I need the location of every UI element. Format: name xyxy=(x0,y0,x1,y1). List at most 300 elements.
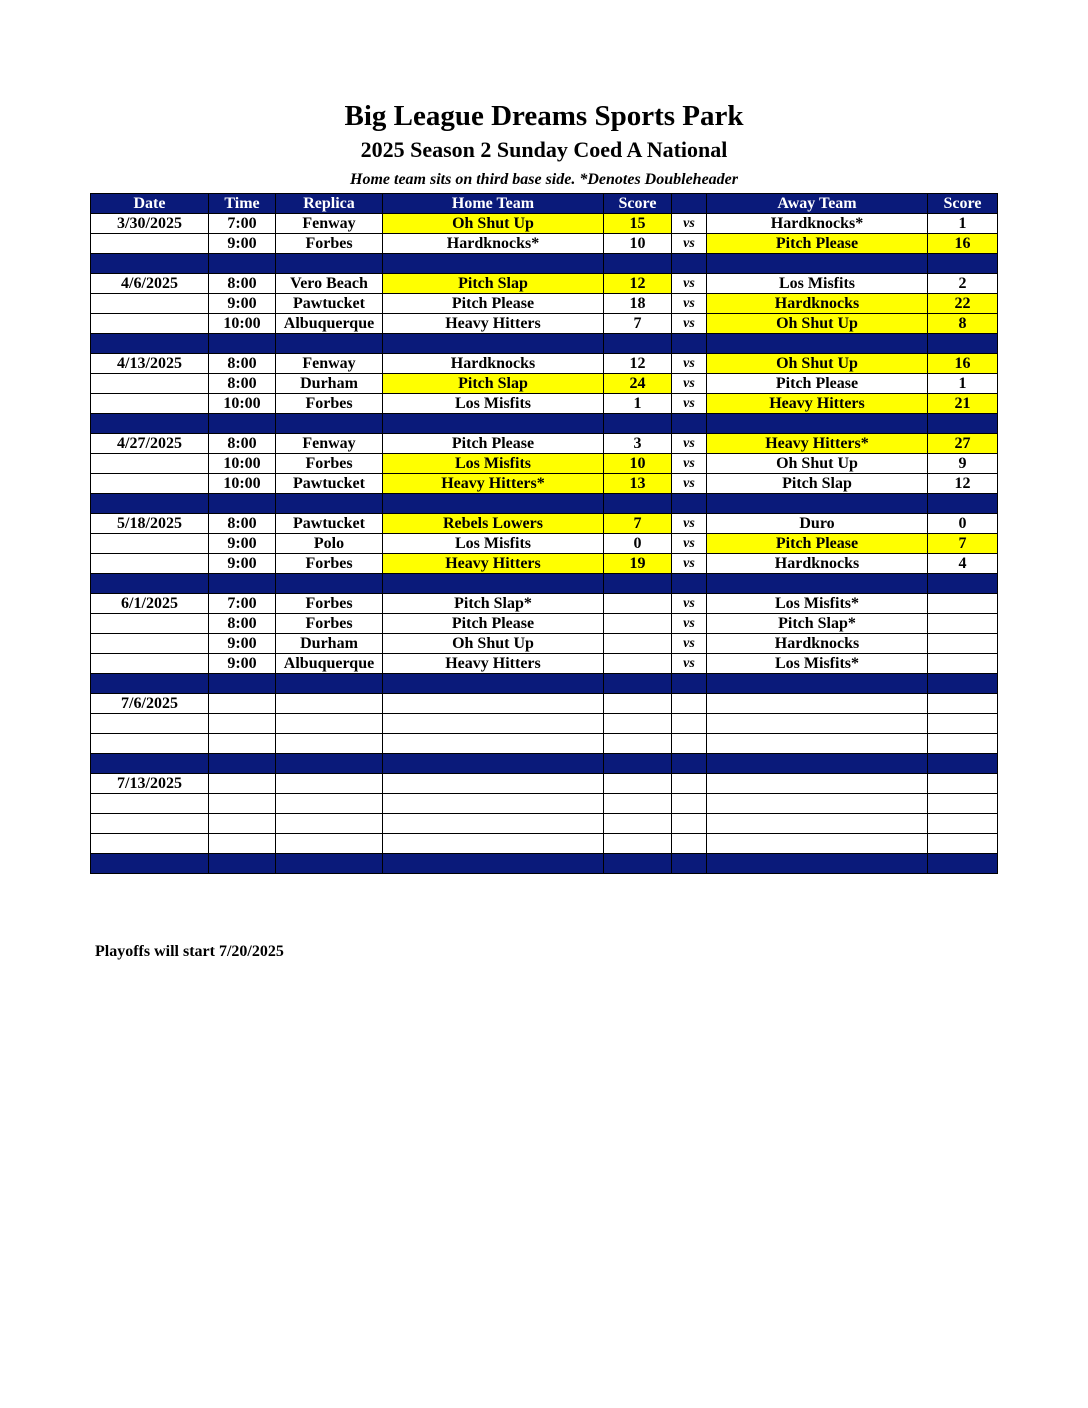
col-header-home-team: Home Team xyxy=(383,194,604,214)
home-team-cell: Oh Shut Up xyxy=(383,634,604,654)
home-score-cell: 10 xyxy=(604,454,672,474)
date-cell xyxy=(91,734,209,754)
game-row xyxy=(91,834,998,854)
separator-cell xyxy=(91,854,209,874)
replica-cell: Albuquerque xyxy=(276,314,383,334)
away-score-cell: 2 xyxy=(928,274,998,294)
away-team-cell xyxy=(707,734,928,754)
replica-cell: Albuquerque xyxy=(276,654,383,674)
time-cell: 8:00 xyxy=(209,434,276,454)
home-score-cell xyxy=(604,694,672,714)
away-team-cell xyxy=(707,694,928,714)
home-score-cell xyxy=(604,794,672,814)
time-cell xyxy=(209,774,276,794)
separator-cell xyxy=(383,254,604,274)
away-score-cell: 21 xyxy=(928,394,998,414)
replica-cell: Pawtucket xyxy=(276,294,383,314)
separator-cell xyxy=(276,754,383,774)
date-cell xyxy=(91,294,209,314)
separator-cell xyxy=(276,254,383,274)
home-team-cell xyxy=(383,814,604,834)
home-score-cell: 12 xyxy=(604,274,672,294)
separator-cell xyxy=(276,574,383,594)
home-team-cell xyxy=(383,694,604,714)
separator-cell xyxy=(209,254,276,274)
vs-cell: vs xyxy=(672,634,707,654)
separator-cell xyxy=(672,494,707,514)
away-score-cell xyxy=(928,594,998,614)
separator-cell xyxy=(672,754,707,774)
game-row xyxy=(91,694,998,714)
separator-cell xyxy=(707,254,928,274)
replica-cell: Forbes xyxy=(276,594,383,614)
time-cell: 9:00 xyxy=(209,294,276,314)
replica-cell: Pawtucket xyxy=(276,474,383,494)
time-cell: 8:00 xyxy=(209,354,276,374)
date-cell: 6/1/2025 xyxy=(91,594,209,614)
time-cell: 10:00 xyxy=(209,394,276,414)
separator-row xyxy=(91,854,998,874)
separator-cell xyxy=(672,574,707,594)
separator-cell xyxy=(209,574,276,594)
home-team-cell xyxy=(383,734,604,754)
separator-cell xyxy=(928,494,998,514)
separator-cell xyxy=(209,674,276,694)
home-score-cell: 3 xyxy=(604,434,672,454)
away-score-cell: 16 xyxy=(928,354,998,374)
home-score-cell: 15 xyxy=(604,214,672,234)
home-score-cell xyxy=(604,594,672,614)
separator-row xyxy=(91,494,998,514)
separator-cell xyxy=(91,674,209,694)
away-team-cell xyxy=(707,794,928,814)
col-header-home-score: Score xyxy=(604,194,672,214)
away-score-cell: 27 xyxy=(928,434,998,454)
away-score-cell: 22 xyxy=(928,294,998,314)
game-row xyxy=(91,374,998,394)
time-cell: 10:00 xyxy=(209,474,276,494)
separator-cell xyxy=(91,574,209,594)
away-score-cell xyxy=(928,714,998,734)
schedule-note: Home team sits on third base side. *Denotes Doubleheader xyxy=(350,171,738,188)
away-team-cell xyxy=(707,834,928,854)
home-score-cell xyxy=(604,814,672,834)
vs-cell: vs xyxy=(672,374,707,394)
separator-cell xyxy=(707,414,928,434)
home-score-cell: 7 xyxy=(604,514,672,534)
separator-cell xyxy=(383,494,604,514)
away-score-cell: 1 xyxy=(928,214,998,234)
home-score-cell: 1 xyxy=(604,394,672,414)
separator-cell xyxy=(604,414,672,434)
separator-cell xyxy=(707,494,928,514)
away-team-cell: Oh Shut Up xyxy=(707,354,928,374)
separator-row xyxy=(91,254,998,274)
time-cell: 7:00 xyxy=(209,594,276,614)
separator-row xyxy=(91,674,998,694)
date-cell xyxy=(91,794,209,814)
home-team-cell: Heavy Hitters xyxy=(383,314,604,334)
away-score-cell xyxy=(928,814,998,834)
game-row xyxy=(91,474,998,494)
col-header-date: Date xyxy=(91,194,209,214)
home-score-cell xyxy=(604,654,672,674)
game-row xyxy=(91,234,998,254)
game-row xyxy=(91,454,998,474)
vs-cell xyxy=(672,794,707,814)
vs-cell: vs xyxy=(672,434,707,454)
replica-cell: Forbes xyxy=(276,454,383,474)
time-cell xyxy=(209,694,276,714)
time-cell: 8:00 xyxy=(209,374,276,394)
separator-cell xyxy=(604,574,672,594)
time-cell: 8:00 xyxy=(209,274,276,294)
separator-cell xyxy=(209,754,276,774)
separator-cell xyxy=(707,334,928,354)
date-cell xyxy=(91,234,209,254)
game-row xyxy=(91,814,998,834)
away-team-cell xyxy=(707,774,928,794)
separator-cell xyxy=(707,574,928,594)
separator-cell xyxy=(209,494,276,514)
home-score-cell xyxy=(604,734,672,754)
away-team-cell: Hardknocks* xyxy=(707,214,928,234)
replica-cell: Pawtucket xyxy=(276,514,383,534)
replica-cell: Polo xyxy=(276,534,383,554)
replica-cell xyxy=(276,794,383,814)
time-cell: 8:00 xyxy=(209,614,276,634)
away-team-cell: Los Misfits* xyxy=(707,654,928,674)
date-cell xyxy=(91,714,209,734)
col-header-replica: Replica xyxy=(276,194,383,214)
time-cell xyxy=(209,714,276,734)
home-score-cell: 19 xyxy=(604,554,672,574)
home-team-cell: Heavy Hitters xyxy=(383,654,604,674)
time-cell xyxy=(209,814,276,834)
separator-cell xyxy=(928,754,998,774)
game-row xyxy=(91,394,998,414)
away-score-cell xyxy=(928,734,998,754)
game-row xyxy=(91,634,998,654)
replica-cell: Forbes xyxy=(276,234,383,254)
time-cell: 10:00 xyxy=(209,454,276,474)
separator-cell xyxy=(604,494,672,514)
date-cell: 7/13/2025 xyxy=(91,774,209,794)
separator-cell xyxy=(928,674,998,694)
vs-cell: vs xyxy=(672,274,707,294)
away-team-cell: Los Misfits* xyxy=(707,594,928,614)
separator-cell xyxy=(928,854,998,874)
home-team-cell: Los Misfits xyxy=(383,394,604,414)
replica-cell: Vero Beach xyxy=(276,274,383,294)
vs-cell: vs xyxy=(672,614,707,634)
home-score-cell: 13 xyxy=(604,474,672,494)
date-cell: 4/13/2025 xyxy=(91,354,209,374)
date-cell: 4/6/2025 xyxy=(91,274,209,294)
home-score-cell xyxy=(604,774,672,794)
away-team-cell: Oh Shut Up xyxy=(707,314,928,334)
time-cell: 9:00 xyxy=(209,234,276,254)
away-team-cell: Los Misfits xyxy=(707,274,928,294)
home-team-cell: Pitch Slap xyxy=(383,274,604,294)
home-team-cell xyxy=(383,834,604,854)
away-team-cell: Oh Shut Up xyxy=(707,454,928,474)
home-team-cell: Hardknocks* xyxy=(383,234,604,254)
col-header-away-score: Score xyxy=(928,194,998,214)
separator-cell xyxy=(209,414,276,434)
away-score-cell xyxy=(928,774,998,794)
replica-cell: Forbes xyxy=(276,554,383,574)
separator-row xyxy=(91,574,998,594)
game-row xyxy=(91,514,998,534)
away-team-cell: Hardknocks xyxy=(707,294,928,314)
away-team-cell: Pitch Please xyxy=(707,374,928,394)
separator-cell xyxy=(91,334,209,354)
date-cell xyxy=(91,314,209,334)
replica-cell: Durham xyxy=(276,634,383,654)
separator-cell xyxy=(383,854,604,874)
separator-cell xyxy=(383,574,604,594)
vs-cell xyxy=(672,734,707,754)
away-team-cell: Duro xyxy=(707,514,928,534)
away-score-cell xyxy=(928,654,998,674)
home-score-cell xyxy=(604,634,672,654)
separator-cell xyxy=(604,254,672,274)
replica-cell: Fenway xyxy=(276,434,383,454)
vs-cell: vs xyxy=(672,214,707,234)
date-cell xyxy=(91,394,209,414)
time-cell: 9:00 xyxy=(209,534,276,554)
date-cell xyxy=(91,814,209,834)
away-score-cell: 4 xyxy=(928,554,998,574)
date-cell: 4/27/2025 xyxy=(91,434,209,454)
date-cell: 5/18/2025 xyxy=(91,514,209,534)
home-team-cell: Pitch Please xyxy=(383,614,604,634)
away-score-cell: 8 xyxy=(928,314,998,334)
vs-cell: vs xyxy=(672,534,707,554)
date-cell xyxy=(91,634,209,654)
away-team-cell: Pitch Please xyxy=(707,234,928,254)
away-team-cell xyxy=(707,714,928,734)
col-header-time: Time xyxy=(209,194,276,214)
game-row xyxy=(91,654,998,674)
replica-cell xyxy=(276,814,383,834)
replica-cell: Fenway xyxy=(276,214,383,234)
separator-cell xyxy=(383,334,604,354)
away-score-cell: 1 xyxy=(928,374,998,394)
away-score-cell: 7 xyxy=(928,534,998,554)
separator-cell xyxy=(707,674,928,694)
separator-cell xyxy=(209,334,276,354)
replica-cell xyxy=(276,714,383,734)
game-row xyxy=(91,734,998,754)
game-row xyxy=(91,294,998,314)
time-cell xyxy=(209,734,276,754)
date-cell xyxy=(91,374,209,394)
separator-cell xyxy=(707,854,928,874)
date-cell xyxy=(91,834,209,854)
away-score-cell: 12 xyxy=(928,474,998,494)
vs-cell: vs xyxy=(672,594,707,614)
away-score-cell xyxy=(928,694,998,714)
schedule-body xyxy=(91,214,998,874)
separator-cell xyxy=(928,254,998,274)
home-team-cell: Pitch Please xyxy=(383,294,604,314)
time-cell: 7:00 xyxy=(209,214,276,234)
separator-cell xyxy=(672,254,707,274)
game-row xyxy=(91,774,998,794)
away-score-cell: 0 xyxy=(928,514,998,534)
home-score-cell: 24 xyxy=(604,374,672,394)
away-score-cell xyxy=(928,614,998,634)
date-cell xyxy=(91,614,209,634)
home-score-cell: 7 xyxy=(604,314,672,334)
table-header-row xyxy=(91,194,998,214)
home-team-cell: Rebels Lowers xyxy=(383,514,604,534)
separator-cell xyxy=(383,414,604,434)
away-team-cell xyxy=(707,814,928,834)
separator-cell xyxy=(276,854,383,874)
game-row xyxy=(91,314,998,334)
home-team-cell: Pitch Slap* xyxy=(383,594,604,614)
separator-cell xyxy=(604,334,672,354)
separator-cell xyxy=(276,494,383,514)
separator-cell xyxy=(91,494,209,514)
away-team-cell: Hardknocks xyxy=(707,554,928,574)
game-row xyxy=(91,534,998,554)
separator-cell xyxy=(383,674,604,694)
game-row xyxy=(91,434,998,454)
separator-cell xyxy=(276,334,383,354)
date-cell xyxy=(91,654,209,674)
col-header-vs xyxy=(672,194,707,214)
time-cell: 9:00 xyxy=(209,634,276,654)
replica-cell xyxy=(276,734,383,754)
away-team-cell: Hardknocks xyxy=(707,634,928,654)
separator-cell xyxy=(672,854,707,874)
separator-cell xyxy=(672,334,707,354)
separator-row xyxy=(91,334,998,354)
separator-cell xyxy=(276,674,383,694)
separator-cell xyxy=(276,414,383,434)
separator-cell xyxy=(604,674,672,694)
away-team-cell: Heavy Hitters xyxy=(707,394,928,414)
replica-cell: Durham xyxy=(276,374,383,394)
home-team-cell: Oh Shut Up xyxy=(383,214,604,234)
time-cell xyxy=(209,794,276,814)
away-score-cell xyxy=(928,634,998,654)
separator-cell xyxy=(672,414,707,434)
replica-cell: Fenway xyxy=(276,354,383,374)
home-team-cell: Pitch Slap xyxy=(383,374,604,394)
vs-cell xyxy=(672,694,707,714)
home-team-cell: Los Misfits xyxy=(383,454,604,474)
vs-cell: vs xyxy=(672,474,707,494)
separator-row xyxy=(91,414,998,434)
vs-cell xyxy=(672,714,707,734)
separator-cell xyxy=(672,674,707,694)
home-score-cell xyxy=(604,714,672,734)
game-row xyxy=(91,594,998,614)
home-score-cell xyxy=(604,614,672,634)
replica-cell xyxy=(276,834,383,854)
home-team-cell xyxy=(383,774,604,794)
time-cell: 9:00 xyxy=(209,554,276,574)
page-subtitle: 2025 Season 2 Sunday Coed A National xyxy=(360,137,728,162)
vs-cell: vs xyxy=(672,514,707,534)
vs-cell xyxy=(672,834,707,854)
date-cell xyxy=(91,454,209,474)
time-cell: 10:00 xyxy=(209,314,276,334)
date-cell xyxy=(91,534,209,554)
away-team-cell: Heavy Hitters* xyxy=(707,434,928,454)
playoffs-note: Playoffs will start 7/20/2025 xyxy=(95,943,284,960)
separator-cell xyxy=(91,414,209,434)
away-team-cell: Pitch Slap xyxy=(707,474,928,494)
separator-cell xyxy=(604,754,672,774)
vs-cell: vs xyxy=(672,454,707,474)
game-row xyxy=(91,214,998,234)
away-score-cell xyxy=(928,834,998,854)
separator-cell xyxy=(928,414,998,434)
away-score-cell: 9 xyxy=(928,454,998,474)
vs-cell: vs xyxy=(672,394,707,414)
game-row xyxy=(91,794,998,814)
vs-cell: vs xyxy=(672,314,707,334)
home-team-cell xyxy=(383,714,604,734)
away-team-cell: Pitch Slap* xyxy=(707,614,928,634)
home-team-cell: Los Misfits xyxy=(383,534,604,554)
vs-cell: vs xyxy=(672,294,707,314)
home-score-cell xyxy=(604,834,672,854)
replica-cell xyxy=(276,694,383,714)
col-header-away-team: Away Team xyxy=(707,194,928,214)
home-score-cell: 0 xyxy=(604,534,672,554)
vs-cell: vs xyxy=(672,354,707,374)
home-team-cell: Heavy Hitters* xyxy=(383,474,604,494)
away-score-cell xyxy=(928,794,998,814)
away-team-cell: Pitch Please xyxy=(707,534,928,554)
game-row xyxy=(91,354,998,374)
vs-cell xyxy=(672,814,707,834)
date-cell xyxy=(91,474,209,494)
separator-cell xyxy=(928,574,998,594)
home-score-cell: 18 xyxy=(604,294,672,314)
replica-cell: Forbes xyxy=(276,394,383,414)
game-row xyxy=(91,614,998,634)
vs-cell xyxy=(672,774,707,794)
game-row xyxy=(91,554,998,574)
home-team-cell: Pitch Please xyxy=(383,434,604,454)
home-team-cell xyxy=(383,794,604,814)
game-row xyxy=(91,274,998,294)
separator-cell xyxy=(383,754,604,774)
separator-cell xyxy=(707,754,928,774)
vs-cell: vs xyxy=(672,654,707,674)
date-cell: 3/30/2025 xyxy=(91,214,209,234)
separator-row xyxy=(91,754,998,774)
page-title: Big League Dreams Sports Park xyxy=(344,100,744,132)
separator-cell xyxy=(91,754,209,774)
replica-cell: Forbes xyxy=(276,614,383,634)
separator-cell xyxy=(209,854,276,874)
vs-cell: vs xyxy=(672,234,707,254)
separator-cell xyxy=(604,854,672,874)
date-cell: 7/6/2025 xyxy=(91,694,209,714)
time-cell: 8:00 xyxy=(209,514,276,534)
replica-cell xyxy=(276,774,383,794)
date-cell xyxy=(91,554,209,574)
